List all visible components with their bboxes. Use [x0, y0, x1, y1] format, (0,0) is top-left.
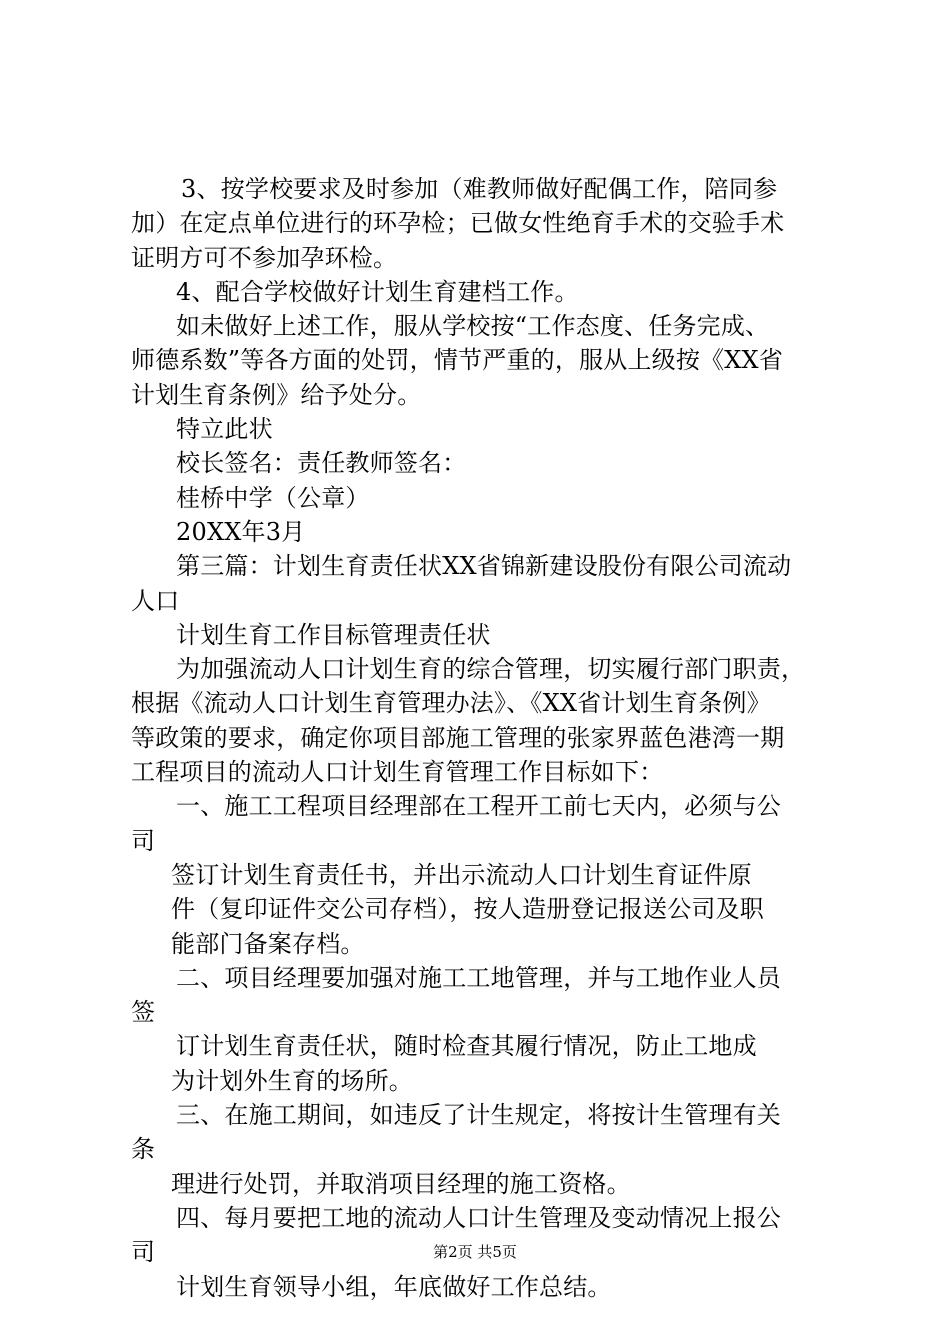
list-item-line: 件（复印证件交公司存档），按人造册登记报送公司及职 — [171, 895, 764, 924]
list-item-line: 二、项目经理要加强对施工工地管理，并与工地作业人员 — [176, 963, 781, 992]
school-seal-line: 桂桥中学（公章） — [176, 483, 370, 512]
document-body — [131, 172, 851, 1304]
list-item-line: 能部门备案存档。 — [171, 929, 365, 958]
paragraph-line: 工程项目的流动人口计划生育管理工作目标如下： — [131, 758, 664, 787]
paragraph-line: 证明方可不参加孕环检。 — [131, 243, 398, 272]
list-item-line: 计划生育领导小组，年底做好工作总结。 — [176, 1272, 612, 1301]
list-item-line: 司 — [131, 1238, 156, 1267]
list-item-line: 条 — [131, 1135, 156, 1164]
list-item-line: 司 — [131, 826, 156, 855]
list-item-line: 四、每月要把工地的流动人口计生管理及变动情况上报公 — [176, 1203, 781, 1232]
paragraph-line: 根据《流动人口计划生育管理办法》、《XX省计划生育条例》 — [131, 689, 771, 718]
list-item-line: 签订计划生育责任书，并出示流动人口计划生育证件原 — [171, 860, 752, 889]
paragraph-line: 为加强流动人口计划生育的综合管理，切实履行部门职责， — [176, 655, 806, 684]
section-heading: 第三篇：计划生育责任状XX省锦新建设股份有限公司流动 — [176, 552, 792, 581]
section-heading-cont: 人口 — [131, 586, 180, 615]
signature-line: 校长签名：责任教师签名： — [176, 449, 467, 478]
paragraph-line: 特立此状 — [176, 415, 273, 444]
paragraph-line: 4、配合学校做好计划生育建档工作。 — [176, 277, 579, 306]
list-item-line: 一、施工工程项目经理部在工程开工前七天内，必须与公 — [176, 792, 781, 821]
date-line: 20XX年3月 — [176, 517, 306, 546]
list-item-line: 签 — [131, 998, 156, 1027]
paragraph-line: 加）在定点单位进行的环孕检；已做女性绝育手术的交验手术 — [131, 209, 785, 238]
paragraph-line: 师德系数”等各方面的处罚，情节严重的，服从上级按《XX省 — [131, 346, 784, 375]
paragraph-line: 等政策的要求，确定你项目部施工管理的张家界蓝色港湾一期 — [131, 723, 785, 752]
list-item-line: 订计划生育责任状，随时检查其履行情况，防止工地成 — [176, 1032, 757, 1061]
list-item-line: 三、在施工期间，如违反了计生规定，将按计生管理有关 — [176, 1101, 781, 1130]
paragraph-line: 如未做好上述工作，服从学校按“工作态度、任务完成、 — [176, 312, 770, 341]
list-item-line: 为计划外生育的场所。 — [171, 1066, 413, 1095]
document-title: 计划生育工作目标管理责任状 — [176, 620, 491, 649]
paragraph-line: 3、按学校要求及时参加（难教师做好配偶工作，陪同参 — [181, 175, 778, 203]
page-footer: 第2页 共5页 — [433, 1243, 517, 1261]
list-item-line: 理进行处罚，并取消项目经理的施工资格。 — [171, 1169, 631, 1198]
paragraph-line: 计划生育条例》给予处分。 — [131, 380, 422, 409]
